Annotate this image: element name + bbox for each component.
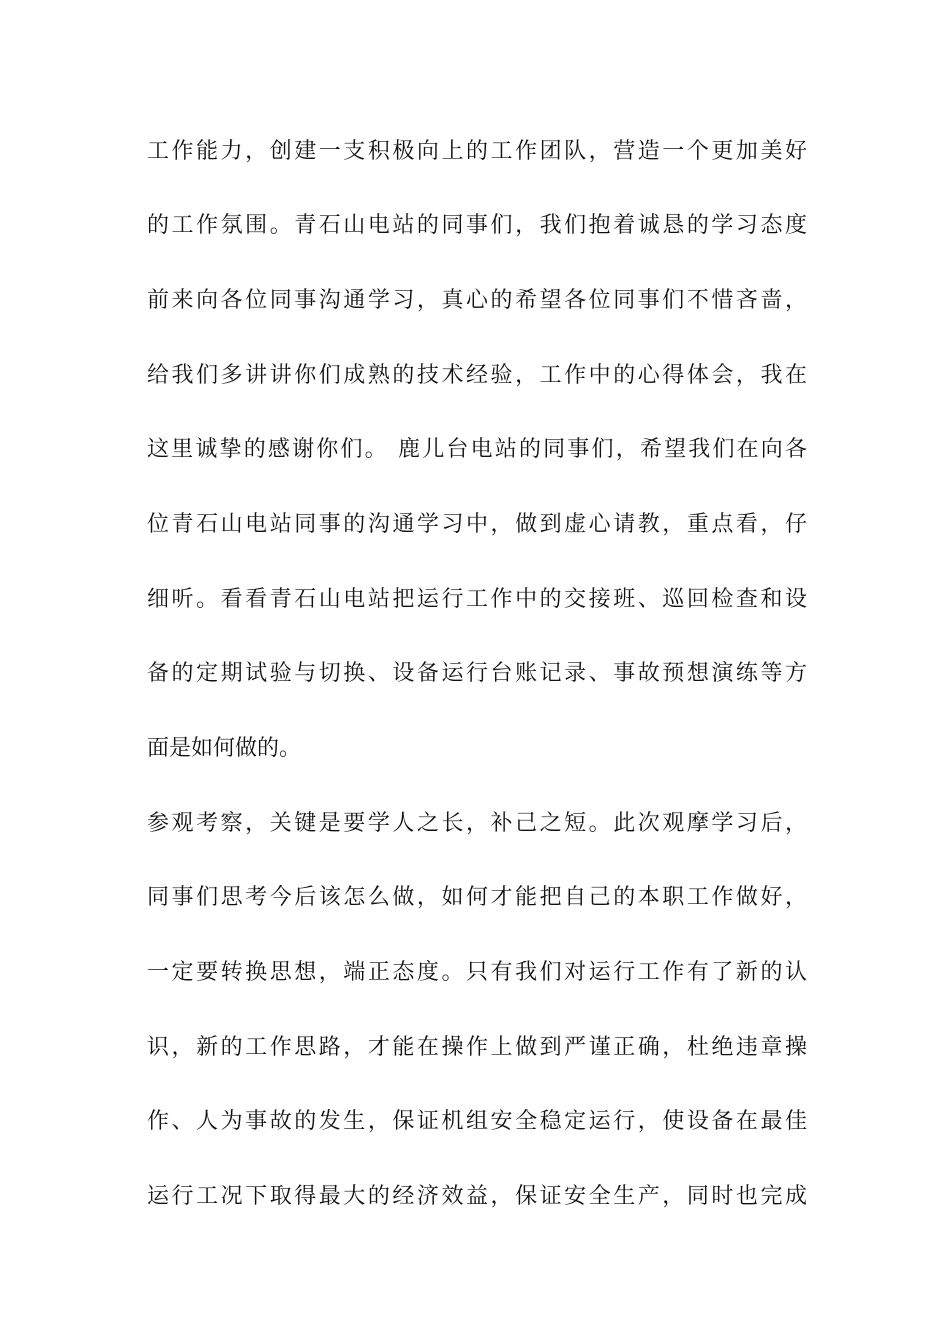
body-text-line: 位青石山电站同事的沟通学习中，做到虚心请教，重点看，仔 <box>147 512 807 537</box>
body-text-line: 面是如何做的。 <box>147 736 302 761</box>
body-text-line: 细听。看看青石山电站把运行工作中的交接班、巡回检查和设 <box>147 587 807 612</box>
body-text-line: 运行工况下取得最大的经济效益，保证安全生产，同时也完成 <box>147 1184 807 1209</box>
body-text-line: 参观考察，关键是要学人之长，补己之短。此次观摩学习后， <box>147 811 807 836</box>
body-text-line: 识，新的工作思路，才能在操作上做到严谨正确，杜绝违章操 <box>147 1035 807 1060</box>
body-text-line: 作、人为事故的发生，保证机组安全稳定运行，使设备在最佳 <box>147 1109 807 1134</box>
body-text-line: 给我们多讲讲你们成熟的技术经验，工作中的心得体会，我在 <box>147 363 807 388</box>
body-text-line: 前来向各位同事沟通学习，真心的希望各位同事们不惜吝啬， <box>147 288 807 313</box>
body-text-line: 一定要转换思想，端正态度。只有我们对运行工作有了新的认 <box>147 960 807 985</box>
body-text-line: 备的定期试验与切换、设备运行台账记录、事故预想演练等方 <box>147 661 807 686</box>
body-text-line: 的工作氛围。青石山电站的同事们，我们抱着诚恳的学习态度 <box>147 213 807 238</box>
body-text-line: 这里诚挚的感谢你们。 鹿儿台电站的同事们，希望我们在向各 <box>147 437 807 462</box>
body-text-line: 工作能力，创建一支积极向上的工作团队，营造一个更加美好 <box>147 139 807 164</box>
body-text-line: 同事们思考今后该怎么做，如何才能把自己的本职工作做好， <box>147 885 807 910</box>
